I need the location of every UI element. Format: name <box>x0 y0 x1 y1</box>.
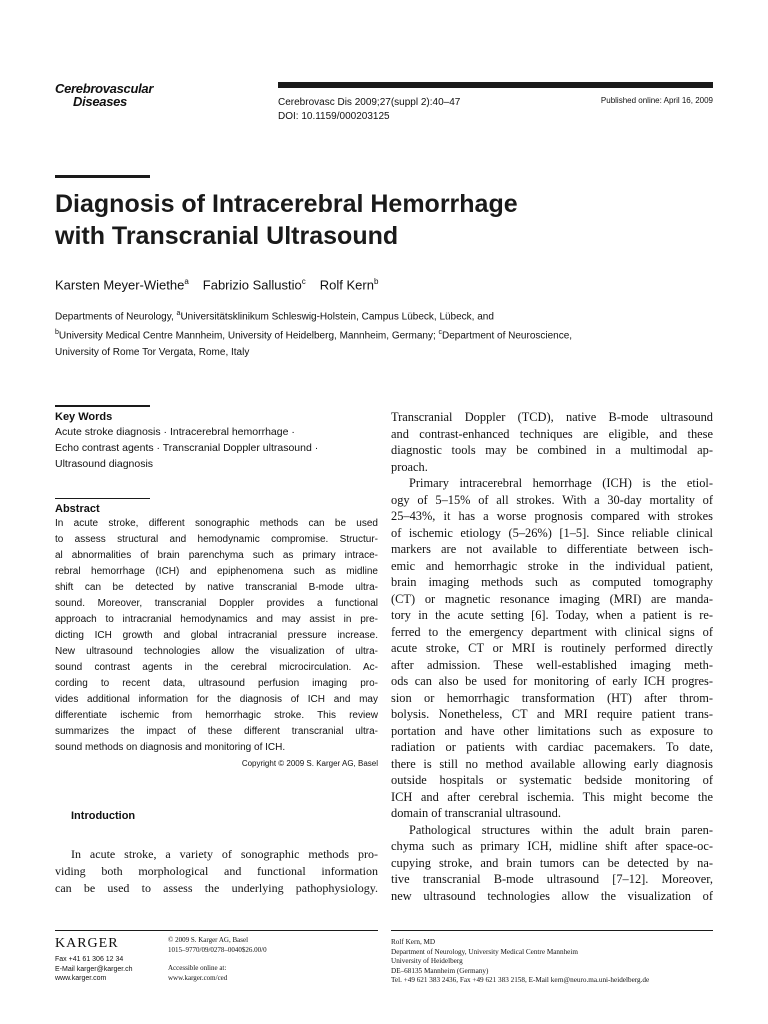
body-line: emic and hemorrhagic stroke in the individual patient, <box>391 558 713 573</box>
body-line: 25–43%, it has a worse prognosis compared with strokes <box>391 509 713 523</box>
body-line: after admission. These well-established imaging meth- <box>391 657 713 672</box>
introduction-body <box>55 846 378 897</box>
footer-rule-right <box>391 930 713 931</box>
abstract-line: to assess structural and hemodynamic compromise. Structur- <box>55 534 378 545</box>
affiliations <box>55 306 695 361</box>
copyright-line: © 2009 S. Karger AG, Basel <box>168 936 249 944</box>
abstract-line: rebral hemorrhage (ICH) and epiphenomena such as midline <box>55 566 378 577</box>
body-line: of ischemic etiology (5–26%) [1–5]. Since reliable clinical <box>391 525 713 540</box>
keywords-line: Acute stroke diagnosis · Intracerebral hemorrhage · <box>55 425 295 438</box>
logo-line-1: Cerebrovascular <box>55 81 154 96</box>
abstract-line: sound methods on diagnosis and monitoring of ICH. <box>55 742 286 753</box>
body-line: viding both morphological and functional information <box>55 864 378 878</box>
author-affil-mark: a <box>184 277 189 286</box>
article-title <box>55 188 695 252</box>
title-line-1: Diagnosis of Intracerebral Hemorrhage <box>55 190 518 218</box>
abstract-heading: Abstract <box>55 503 100 515</box>
abstract-body <box>55 516 378 756</box>
access-label: Accessible online at: <box>168 964 227 972</box>
right-column <box>391 409 713 904</box>
abstract-line: shift can be detected by native transcranial B-mode ultra- <box>55 582 378 593</box>
abstract-line: New ultrasound technologies allow the visualization of ultra- <box>55 646 378 657</box>
keywords-line: Ultrasound diagnosis <box>55 457 154 470</box>
body-line: there is still no method available allowing early diagnosis <box>391 756 713 771</box>
abstract-line: vides additional information for the diagnosis of ICH and may <box>55 694 378 705</box>
correspondence-line: Rolf Kern, MD <box>391 938 436 946</box>
body-line: diagnostic tools may be combined in a multimodal ap- <box>391 443 713 457</box>
body-line: radiation or patients with cardiac pacemakers. To date, <box>391 740 713 754</box>
keywords-rule <box>55 405 150 407</box>
keywords-list <box>55 424 378 472</box>
correspondence-line: Department of Neurology, University Medical Centre Mannheim <box>391 947 578 956</box>
abstract-line: differentiate ischemic from hemorrhagic stroke. This review <box>55 710 378 721</box>
body-line: and contrast-enhanced techniques are eligible, and these <box>391 426 713 441</box>
body-line: In acute stroke, a variety of sonographic methods pro- <box>71 847 378 861</box>
author-name: Karsten Meyer-Wiethe <box>55 277 185 293</box>
body-line: tory in the acute setting [6]. Today, when a patient is re- <box>391 608 713 622</box>
body-line: portation and have other limitations such as exposure to <box>391 723 713 738</box>
publisher-fax: Fax +41 61 306 12 34 <box>55 956 124 963</box>
body-line: Pathological structures within the adult brain paren- <box>409 822 713 837</box>
title-rule <box>55 175 150 178</box>
publisher-email[interactable]: E-Mail karger@karger.ch <box>55 965 133 973</box>
correspondence-line: University of Heidelberg <box>391 957 463 965</box>
journal-logo <box>55 82 153 108</box>
abstract-line: summarizes the impact of these different transcranial ultra- <box>55 726 378 737</box>
body-line: cupying stroke, and brain tumors can be detected by na- <box>391 855 713 870</box>
body-line: brain imaging methods such as computed tomography <box>391 575 713 589</box>
publisher-logo: KARGER <box>55 936 119 951</box>
body-line: ogy of 5–15% of all strokes. With a 30-day mortality of <box>391 492 713 507</box>
body-line: (CT) or magnetic resonance imaging (MRI) are manda- <box>391 591 713 606</box>
body-line: Transcranial Doppler (TCD), native B-mode ultrasound <box>391 410 713 424</box>
author-affil-mark: c <box>301 277 306 286</box>
author-name: Fabrizio Sallustio <box>202 277 302 293</box>
copyright-notice: Copyright © 2009 S. Karger AG, Basel <box>241 759 378 768</box>
body-line: Primary intracerebral hemorrhage (ICH) is the etiol- <box>409 476 713 490</box>
body-line: outside hospitals or systematic bedside monitoring of <box>391 773 713 787</box>
abstract-rule <box>55 498 150 500</box>
affiliation-line-3: University of Rome Tor Vergata, Rome, Italy <box>55 346 250 358</box>
body-line: sion or hemorrhagic transformation (HT) after throm- <box>391 690 713 705</box>
abstract-line: cording to recent data, ultrasound perfusion imaging pro- <box>55 678 378 689</box>
body-line: tive transcranial B-mode ultrasound [7–12]. Moreover, <box>391 872 713 886</box>
body-line: ods can also be used for monitoring of early ICH progres- <box>391 674 713 688</box>
publisher-web[interactable]: www.karger.com <box>55 975 107 982</box>
abstract-line: al abnormalities of brain parenchyma such as primary intrace- <box>55 550 378 561</box>
keywords-line: Echo contrast agents · Transcranial Doppler ultrasound · <box>55 441 319 454</box>
body-line: markers are not available to differentiate between isch- <box>391 542 713 556</box>
issn-line: 1015–9770/09/0278–0040$26.00/0 <box>168 945 267 954</box>
body-line: domain of transcranial ultrasound. <box>391 806 561 820</box>
body-line: ICH and after cerebral ischemia. This might become the <box>391 789 713 804</box>
body-line: new ultrasound technologies allow the visualization of <box>391 888 713 903</box>
author-name: Rolf Kern <box>319 277 374 293</box>
published-date: Published online: April 16, 2009 <box>600 96 713 105</box>
access-link[interactable]: www.karger.com/ced <box>168 973 228 982</box>
author-affil-mark: b <box>373 277 379 286</box>
title-line-2: with Transcranial Ultrasound <box>55 222 399 250</box>
author-list <box>55 277 378 292</box>
logo-line-2: Diseases <box>73 94 127 109</box>
body-line: ferred to the emergency department with clinical signs of <box>391 624 713 639</box>
body-line: chyma such as primary ICH, midline shift after space-oc- <box>391 839 713 853</box>
introduction-heading: Introduction <box>71 810 136 822</box>
header-rule <box>278 82 713 88</box>
left-column <box>55 405 378 897</box>
footer-rule-left <box>55 930 378 931</box>
abstract-line: In acute stroke, different sonographic methods can be used <box>55 518 378 529</box>
body-line: bolysis. Nonetheless, CT and MRI require patient trans- <box>391 707 713 721</box>
affiliation-line-1: Departments of Neurology, $^a$Universitätsklinikum Schleswig-Holstein, Campus Lübeck, Lübeck, and <box>55 310 494 323</box>
correspondence-line: Tel. +49 621 383 2436, Fax +49 621 383 2158, E-Mail kern@neuro.ma.uni-heidelberg.de <box>391 976 650 984</box>
citation: Cerebrovasc Dis 2009;27(suppl 2):40–47 <box>278 97 461 108</box>
correspondence <box>391 938 649 986</box>
affiliation-line-2: $^b$University Medical Centre Mannheim, University of Heidelberg, Mannheim, Germany; $^c$Department of Neuroscience, <box>55 329 573 342</box>
body-line: proach. <box>391 459 428 474</box>
citation-block <box>278 96 460 124</box>
abstract-line: sound contrast agents in the cerebral microcirculation. Ac- <box>55 662 378 673</box>
body-line: can be used to assess the underlying pathophysiology. <box>55 881 378 895</box>
correspondence-line: DE–68135 Mannheim (Germany) <box>391 966 489 975</box>
copyright-info <box>168 936 267 983</box>
abstract-line: approach to intracranial hemodynamics and may assist in pre- <box>55 614 378 625</box>
body-line: acute stroke, CT or MRI is routinely performed directly <box>391 641 713 655</box>
publisher-contact <box>55 955 133 984</box>
keywords-heading: Key Words <box>55 410 113 423</box>
abstract-line: sound. Moreover, transcranial Doppler provides a functional <box>55 598 378 609</box>
abstract-line: dicting ICH growth and global intracranial pressure increase. <box>55 630 378 641</box>
doi: DOI: 10.1159/000203125 <box>278 111 390 122</box>
